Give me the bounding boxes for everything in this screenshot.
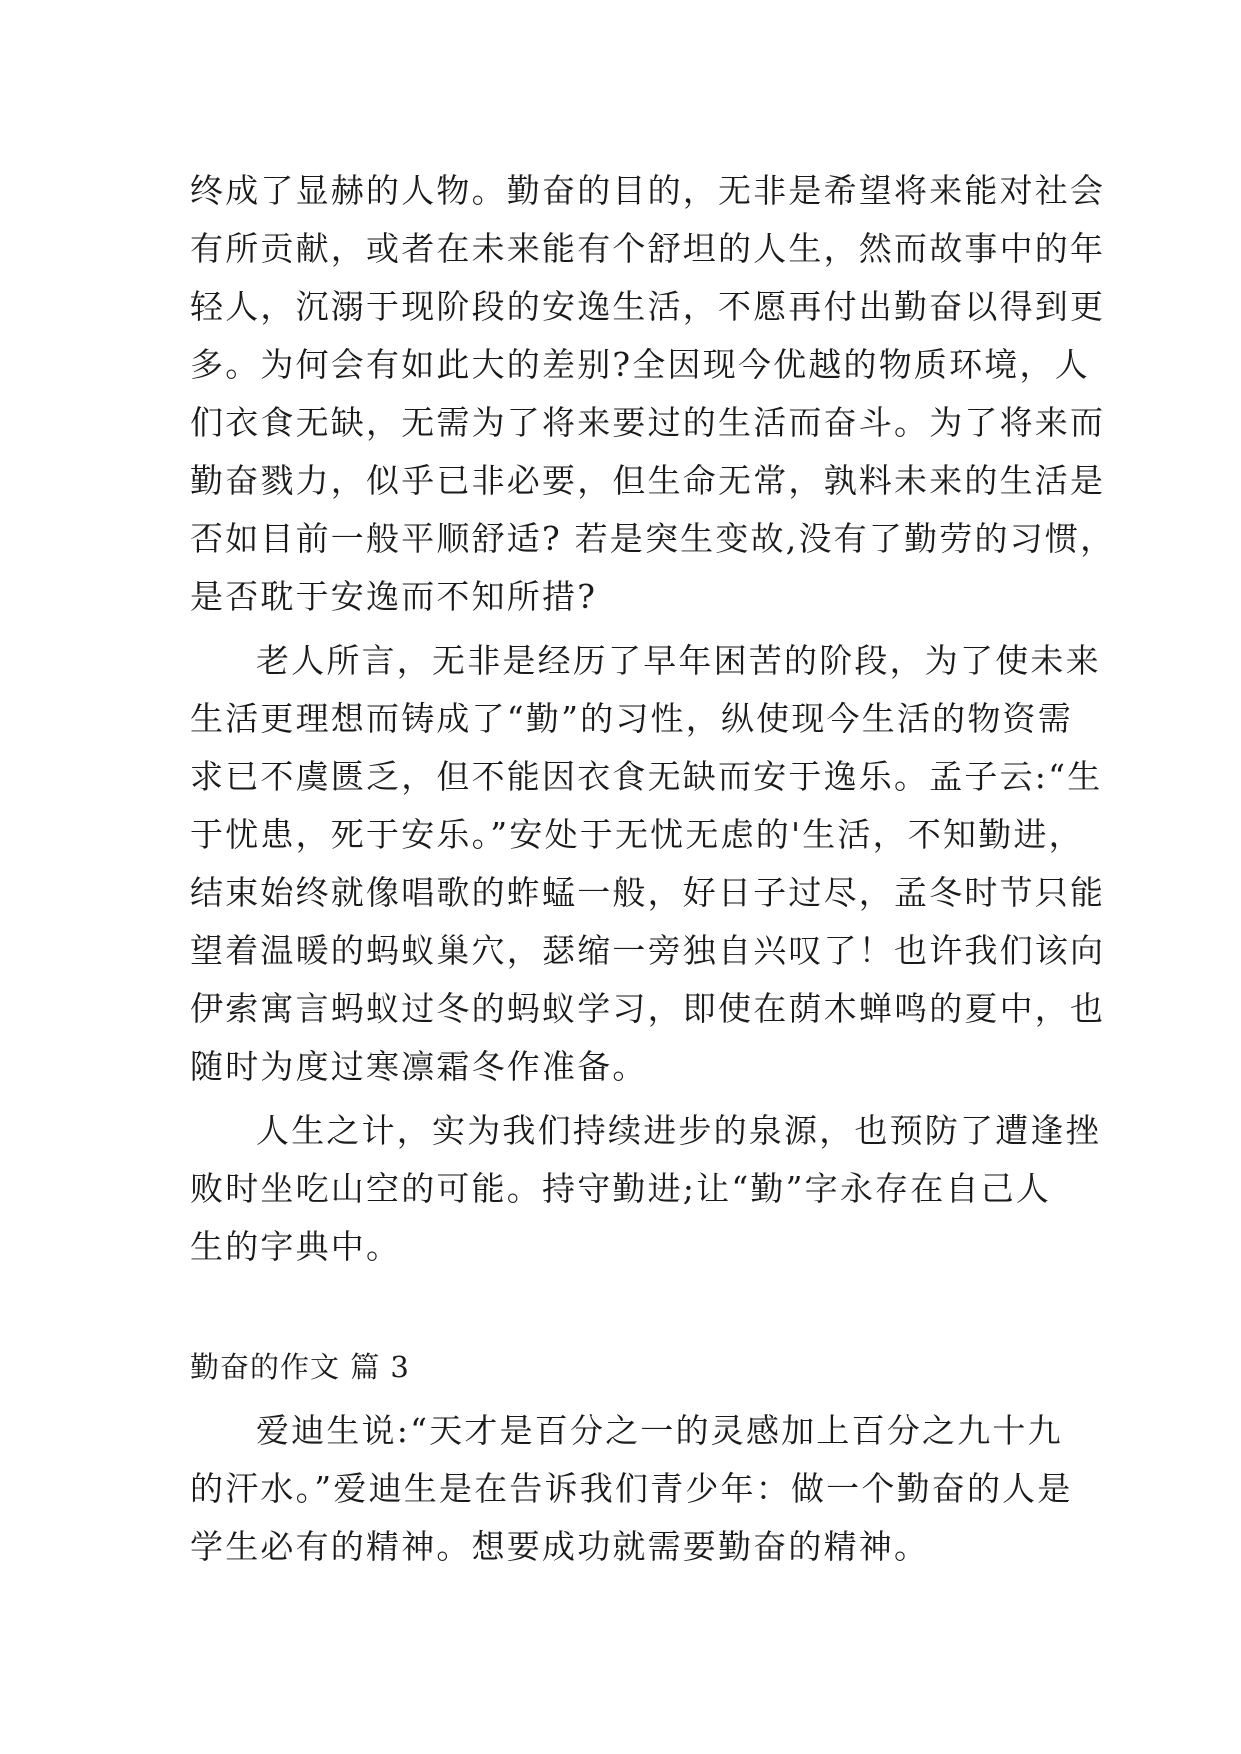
text-line: 结束始终就像唱歌的蚱蜢一般，好日子过尽，孟冬时节只能	[190, 873, 1106, 912]
paragraph-2	[190, 632, 1106, 1096]
paragraph-3	[190, 1102, 1101, 1276]
text-line: 生活更理想而铸成了“勤”的习性，纵使现今生活的物资需	[190, 699, 1073, 738]
text-line: 学生必有的精神。想要成功就需要勤奋的精神。	[190, 1527, 930, 1566]
text-line: 终成了显赫的人物。勤奋的目的，无非是希望将来能对社会	[190, 171, 1106, 210]
text-line: 的汗水。”爱迪生是在告诉我们青少年：做一个勤奋的人是	[190, 1469, 1073, 1508]
text-line: 多。为何会有如此大的差别?全因现今优越的物质环境，人	[190, 345, 1090, 384]
text-line: 于忧患，死于安乐。”安处于无忧无虑的'生活，不知勤进，	[190, 815, 1084, 854]
section-heading: 勤奋的作文 篇 3	[190, 1350, 410, 1384]
text-line: 老人所言，无非是经历了早年困苦的阶段，为了使未来	[256, 641, 1101, 680]
text-line: 随时为度过寒凛霜冬作准备。	[190, 1047, 648, 1086]
text-line: 有所贡献，或者在未来能有个舒坦的人生，然而故事中的年	[190, 229, 1106, 268]
document-page	[190, 162, 1116, 1576]
text-line: 是否耽于安逸而不知所措?	[190, 577, 598, 616]
text-line: 败时坐吃山空的可能。持守勤进;让“勤”字永存在自己人	[190, 1169, 1052, 1208]
text-line: 人生之计，实为我们持续进步的泉源，也预防了遭逢挫	[256, 1111, 1101, 1150]
text-line: 否如目前一般平顺舒适? 若是突生变故,没有了勤劳的习惯，	[190, 519, 1116, 558]
text-line: 爱迪生说:“天才是百分之一的灵感加上百分之九十九	[256, 1411, 1063, 1450]
text-line: 伊索寓言蚂蚁过冬的蚂蚁学习，即使在荫木蝉鸣的夏中，也	[190, 989, 1106, 1028]
paragraph-4	[190, 1402, 1073, 1576]
text-line: 望着温暖的蚂蚁巢穴，瑟缩一旁独自兴叹了！也许我们该向	[190, 931, 1106, 970]
text-line: 们衣食无缺，无需为了将来要过的生活而奋斗。为了将来而	[190, 403, 1106, 442]
text-line: 求已不虞匮乏，但不能因衣食无缺而安于逸乐。孟子云:“生	[190, 757, 1103, 796]
section-gap	[190, 1276, 1050, 1338]
text-line: 轻人，沉溺于现阶段的安逸生活，不愿再付出勤奋以得到更	[190, 287, 1106, 326]
text-line: 勤奋戮力，似乎已非必要，但生命无常，孰料未来的生活是	[190, 461, 1106, 500]
paragraph-1	[190, 162, 1116, 626]
text-line: 生的字典中。	[190, 1227, 402, 1266]
